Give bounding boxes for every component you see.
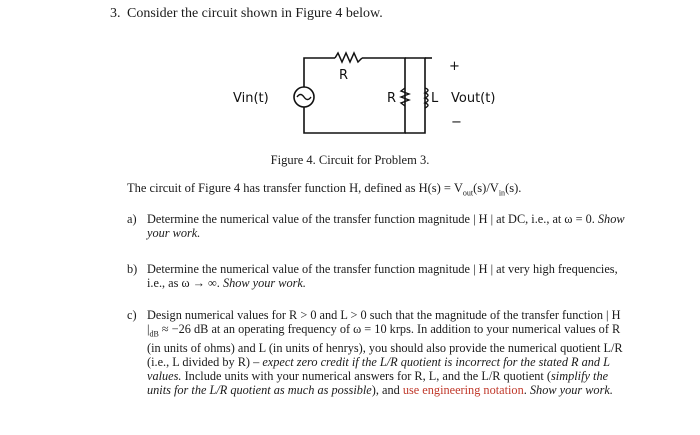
parallel-branch-wires xyxy=(405,58,425,133)
ac-tilde-icon xyxy=(297,95,311,100)
vout-label: Vout(t) xyxy=(451,91,496,106)
question-b-label: b) xyxy=(127,262,138,276)
figure-caption: Figure 4. Circuit for Problem 3. xyxy=(270,153,430,167)
plus-sign: + xyxy=(449,59,460,74)
vin-label: Vin(t) xyxy=(233,91,269,106)
r-side-label: R xyxy=(387,91,397,106)
minus-sign: − xyxy=(451,115,462,130)
question-a-label: a) xyxy=(127,212,137,226)
question-c: c) Design numerical values for R > 0 and L > 0 such that the magnitude of the transfer function | H $|_{dB} \approx -26$ dB at an operating frequency of ω = 10 krps. In addition to your numerical values of R (in units of ohms) and L (in units of henrys), you should also provide the numerical quotient L/R (i.e., L divided by R) – expect zero credit if the L/R quotient is incorrect for the stated R and L values. Include units with your numerical answers for R, L, and the L/R quotient (simplify the units for the L/R quotient as much as possible), and use engineering notation. Show your work. xyxy=(127,308,623,398)
engineering-notation-highlight: use engineering notation xyxy=(402,383,524,398)
question-c-label: c) xyxy=(127,308,137,322)
l-side-label: L xyxy=(431,91,439,106)
intro-text: The circuit of Figure 4 has transfer function H, defined as $H(s) = V_{out}(s)/V_{in}(s)$. xyxy=(127,181,522,198)
problem-heading: Consider the circuit shown in Figure 4 below. xyxy=(127,6,383,21)
question-a: a) Determine the numerical value of the transfer function magnitude | H | at DC, i.e., at ω = 0. Show your work. xyxy=(127,212,625,240)
circuit-figure xyxy=(225,40,535,140)
question-b: b) Determine the numerical value of the transfer function magnitude | H | at very high frequencies, i.e., as ω → ∞. Show your work. xyxy=(127,262,618,290)
r-top-label: R xyxy=(339,68,349,83)
resistor-top-symbol xyxy=(335,53,362,62)
problem-number: 3. xyxy=(110,6,121,21)
